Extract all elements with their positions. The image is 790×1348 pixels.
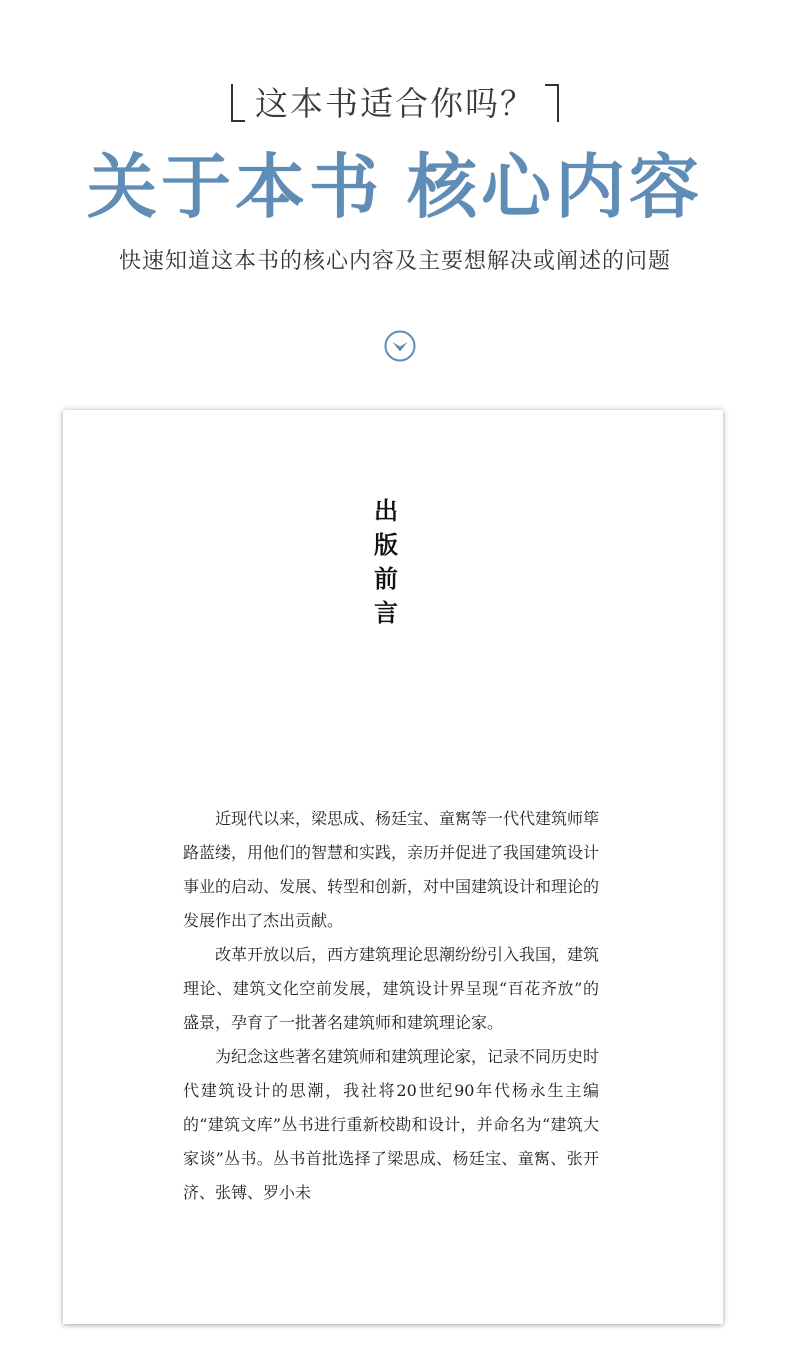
book-page-preview (63, 410, 723, 1324)
section-question (0, 82, 790, 126)
page-title (371, 494, 401, 630)
scroll-down-button[interactable] (384, 330, 416, 362)
section-subtitle: 快速知道这本书的核心内容及主要想解决或阐述的问题 (118, 249, 671, 274)
question-text: 这本书适合你吗？ (255, 84, 535, 123)
right-bracket-icon (545, 84, 559, 122)
preface-paragraph: 改革开放以后，西方建筑理论思潮纷纷引入我国，建筑理论、建筑文化空前发展，建筑设计界呈现“百花齐放”的盛景，孕育了一批著名建筑师和建筑理论家。 (183, 945, 600, 1032)
preface-body (183, 802, 599, 1210)
page-title-char: 版 (374, 530, 398, 559)
section-headline (0, 142, 790, 232)
headline-part1: 关于本书 (87, 145, 383, 228)
headline-part2: 核心内容 (407, 145, 703, 228)
preface-paragraph: 近现代以来，梁思成、杨廷宝、童寯等一代代建筑师筚路蓝缕，用他们的智慧和实践，亲历并促进了我国建筑设计事业的启动、发展、转型和创新，对中国建筑设计和理论的发展作出了杰出贡献。 (183, 809, 600, 930)
page-title-char: 前 (374, 564, 398, 593)
chevron-down-circle-icon (384, 330, 416, 362)
page-title-char: 言 (374, 598, 398, 627)
preface-paragraph: 为纪念这些著名建筑师和建筑理论家，记录不同历史时代建筑设计的思潮，我社将20世纪90年代杨永生主编的“建筑文库”丛书进行重新校勘和设计，并命名为“建筑大家谈”丛书。丛书首批选择了梁思成、杨廷宝、童寯、张开济、张镈、罗小未 (183, 1047, 600, 1202)
left-bracket-icon (231, 84, 245, 122)
page-title-char: 出 (374, 496, 398, 525)
